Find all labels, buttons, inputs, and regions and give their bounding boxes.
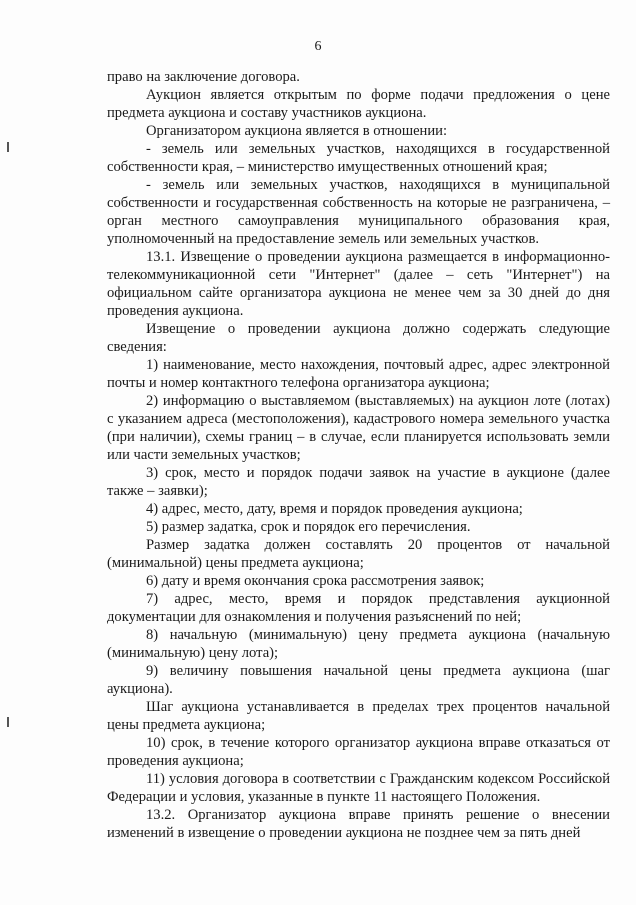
- paragraph: - земель или земельных участков, находящихся в государственной собственности края, – министерство имущественных отношений края;: [107, 141, 610, 175]
- document-body: [107, 68, 610, 842]
- paragraph: Шаг аукциона устанавливается в пределах трех процентов начальной цены предмета аукциона;: [107, 699, 610, 733]
- paragraph: 8) начальную (минимальную) цену предмета аукциона (начальную (минимальную) цену лота);: [107, 627, 610, 661]
- paragraph: 13.2. Организатор аукциона вправе принять решение о внесении изменений в извещение о проведении аукциона не позднее чем за пять дней: [107, 807, 610, 841]
- paragraph: 6) дату и время окончания срока рассмотрения заявок;: [146, 573, 485, 589]
- paragraph: 9) величину повышения начальной цены предмета аукциона (шаг аукциона).: [107, 663, 610, 697]
- paragraph: 1) наименование, место нахождения, почтовый адрес, адрес электронной почты и номер контактного телефона организатора аукциона;: [107, 357, 610, 391]
- scan-artifact-mark: [7, 717, 9, 727]
- paragraph: 10) срок, в течение которого организатор аукциона вправе отказаться от проведения аукциона;: [107, 735, 610, 769]
- paragraph: 2) информацию о выставляемом (выставляемых) на аукцион лоте (лотах) с указанием адреса (местоположения), кадастрового номера земельного участка (при наличии), схемы границ – в случае, если планируется использовать земли или части земельных участков;: [107, 393, 610, 463]
- paragraph: 13.1. Извещение о проведении аукциона размещается в информационно-телекоммуникационной сети "Интернет" (далее – сеть "Интернет") на официальном сайте организатора аукциона не менее чем за 30 дней до дня проведения аукциона.: [107, 249, 610, 319]
- paragraph: Извещение о проведении аукциона должно содержать следующие сведения:: [107, 321, 610, 355]
- scan-artifact-mark: [7, 142, 9, 152]
- paragraph: Аукцион является открытым по форме подачи предложения о цене предмета аукциона и составу участников аукциона.: [107, 87, 610, 121]
- paragraph: Размер задатка должен составлять 20 процентов от начальной (минимальной) цены предмета аукциона;: [107, 537, 610, 571]
- page-number: 6: [314, 39, 322, 54]
- paragraph: 11) условия договора в соответствии с Гражданским кодексом Российской Федерации и условия, указанные в пункте 11 настоящего Положения.: [107, 771, 610, 805]
- paragraph: - земель или земельных участков, находящихся в муниципальной собственности и государственная собственность на которые не разграничена, – орган местного самоуправления муниципального образования края, уполномоченный на предоставление земель или земельных участков.: [107, 177, 610, 247]
- paragraph: Организатором аукциона является в отношении:: [146, 123, 448, 139]
- paragraph: 4) адрес, место, дату, время и порядок проведения аукциона;: [146, 501, 523, 517]
- paragraph: право на заключение договора.: [107, 69, 300, 85]
- paragraph: 5) размер задатка, срок и порядок его перечисления.: [146, 519, 471, 535]
- paragraph: 3) срок, место и порядок подачи заявок на участие в аукционе (далее также – заявки);: [107, 465, 610, 499]
- paragraph: 7) адрес, место, время и порядок представления аукционной документации для ознакомления и получения разъяснений по ней;: [107, 591, 610, 625]
